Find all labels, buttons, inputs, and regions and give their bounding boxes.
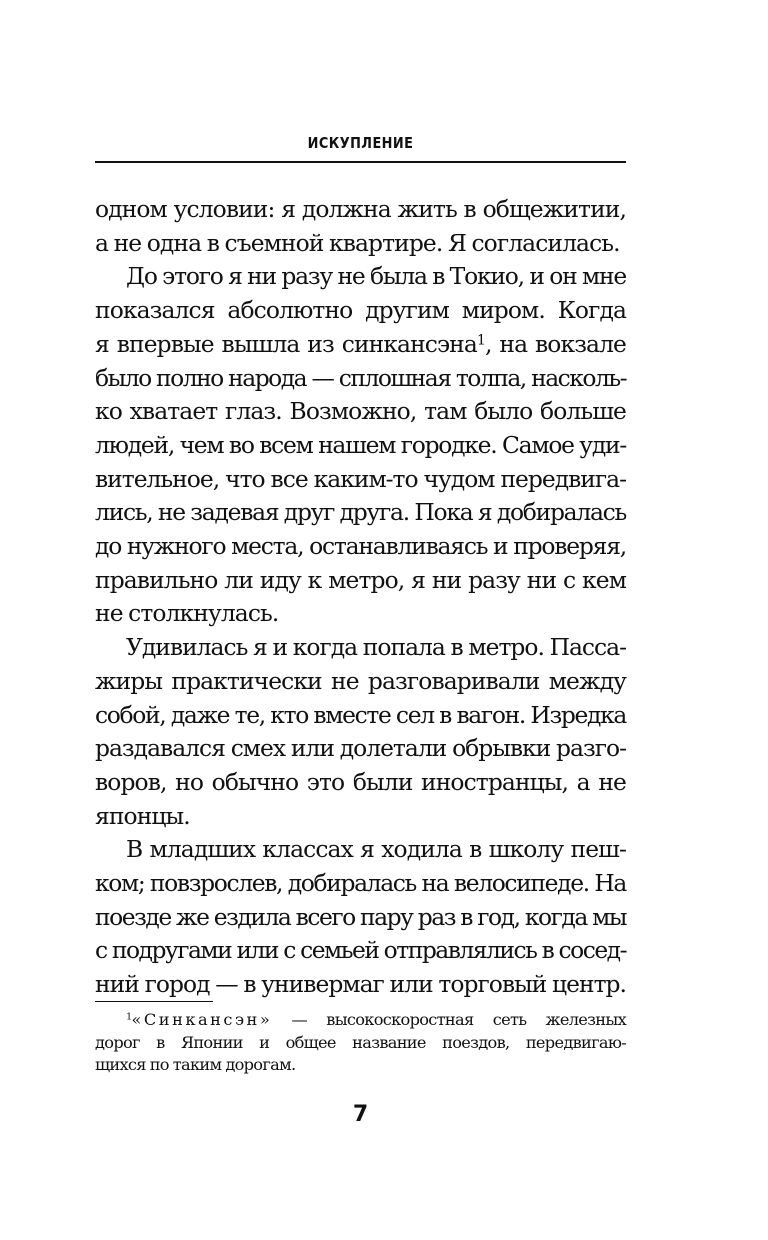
- text-line: До этого я ни разу не была в Токио, и он мне: [126, 262, 626, 291]
- text-segment: я впервые вышла из синкансэна: [95, 329, 477, 358]
- text-line: показался абсолютно другим миром. Когда: [95, 296, 626, 325]
- text-line: поезде же ездила всего пару раз в год, когда мы: [95, 902, 626, 931]
- text-line: с подругами или с семьей отправлялись в сосед-: [95, 936, 626, 965]
- footnote-rule: [95, 1001, 213, 1002]
- footnote: [95, 1009, 626, 1077]
- text-line: раздавался смех или долетали обрывки разго-: [95, 734, 626, 763]
- footnote-line: дорог в Японии и общее название поездов, передвигаю-: [95, 1032, 626, 1052]
- text-line: ний город — в универмаг или торговый центр.: [95, 970, 626, 999]
- text-line: Удивилась я и когда попала в метро. Пасса-: [126, 633, 626, 662]
- footnote-line: щихся по таким дорогам.: [95, 1055, 296, 1074]
- text-line: до нужного места, останавливаясь и проверяя,: [95, 532, 626, 561]
- text-line: собой, даже те, кто вместе сел в вагон. Изредка: [95, 700, 626, 729]
- footnote-line: [95, 1009, 626, 1032]
- body-text: [95, 193, 626, 1002]
- text-line: ком; повзрослев, добиралась на велосипеде. На: [95, 869, 626, 898]
- running-head-title: ИСКУПЛЕНИЕ: [307, 134, 414, 152]
- text-line: вительное, что все каким-то чудом передвига-: [95, 464, 626, 493]
- text-line: не столкнулась.: [95, 599, 279, 628]
- text-line: жиры практически не разговаривали между: [95, 666, 626, 695]
- footnote-marker: 1: [126, 1011, 132, 1023]
- text-line: В младших классах я ходила в школу пеш-: [126, 835, 626, 864]
- text-line-with-footnote: [95, 328, 626, 362]
- text-line: воров, но обычно это были иностранцы, а не: [95, 767, 626, 796]
- footnote-reference: 1: [476, 332, 485, 349]
- footnote-term: «Синкансэн»: [131, 1010, 273, 1029]
- header-rule: [95, 161, 626, 163]
- footnote-text: — высокоскоростная сеть железных: [272, 1010, 626, 1029]
- page-number: 7: [352, 1102, 369, 1127]
- text-line: одном условии: я должна жить в общежитии,: [95, 195, 626, 223]
- text-line: правильно ли иду к метро, я ни разу ни с кем: [95, 565, 626, 594]
- text-line: было полно народа — сплошная толпа, насколь-: [95, 363, 626, 392]
- text-segment: , на вокзале: [484, 329, 626, 358]
- text-line: японцы.: [95, 801, 190, 830]
- text-line: ко хватает глаз. Возможно, там было больше: [95, 397, 626, 426]
- text-line: а не одна в съемной квартире. Я согласилась.: [95, 228, 620, 257]
- text-line: людей, чем во всем нашем городке. Самое уди-: [95, 430, 626, 459]
- text-line: лись, не задевая друг друга. Пока я добиралась: [95, 498, 626, 527]
